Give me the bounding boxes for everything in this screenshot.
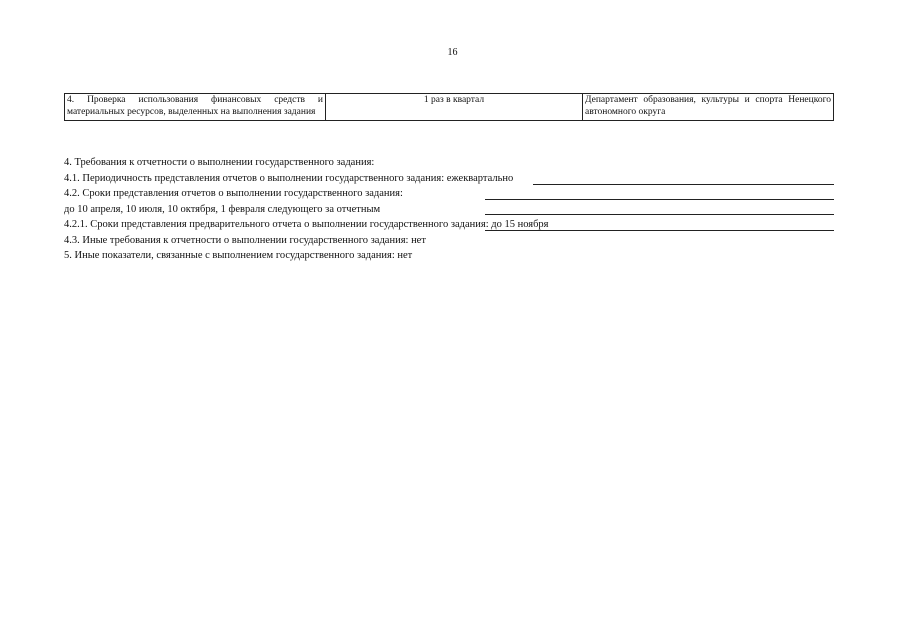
other-indicators: 5. Иные показатели, связанные с выполнением государственного задания: нет	[64, 250, 413, 261]
preliminary-underline	[485, 230, 834, 231]
deadlines-underline	[485, 199, 834, 200]
reporting-other-requirements: 4.3. Иные требования к отчетности о выполнении государственного задания: нет	[64, 235, 426, 246]
table-row	[65, 94, 834, 121]
frequency-underline	[533, 184, 834, 185]
monitoring-table	[64, 93, 834, 121]
activity-text: 4. Проверка использования финансовых средств и материальных ресурсов, выделенных на выполнения задания	[67, 95, 323, 117]
reporting-deadlines-value: до 10 апреля, 10 июля, 10 октября, 1 февраля следующего за отчетным	[64, 204, 381, 215]
reporting-heading: 4. Требования к отчетности о выполнении государственного задания:	[64, 157, 375, 168]
periodicity-cell: 1 раз в квартал	[326, 94, 583, 121]
authority-cell	[583, 94, 834, 121]
activity-cell	[65, 94, 326, 121]
deadlines-value-underline	[485, 214, 834, 215]
reporting-preliminary: 4.2.1. Сроки представления предварительного отчета о выполнении государственного задания: до 15 ноября	[64, 219, 549, 230]
page-number: 16	[447, 47, 458, 58]
authority-text: Департамент образования, культуры и спорта Ненецкого автономного округа	[585, 95, 831, 117]
reporting-frequency: 4.1. Периодичность представления отчетов о выполнении государственного задания: ежеквартально	[64, 173, 514, 184]
reporting-deadlines-label: 4.2. Сроки представления отчетов о выполнении государственного задания:	[64, 188, 403, 199]
